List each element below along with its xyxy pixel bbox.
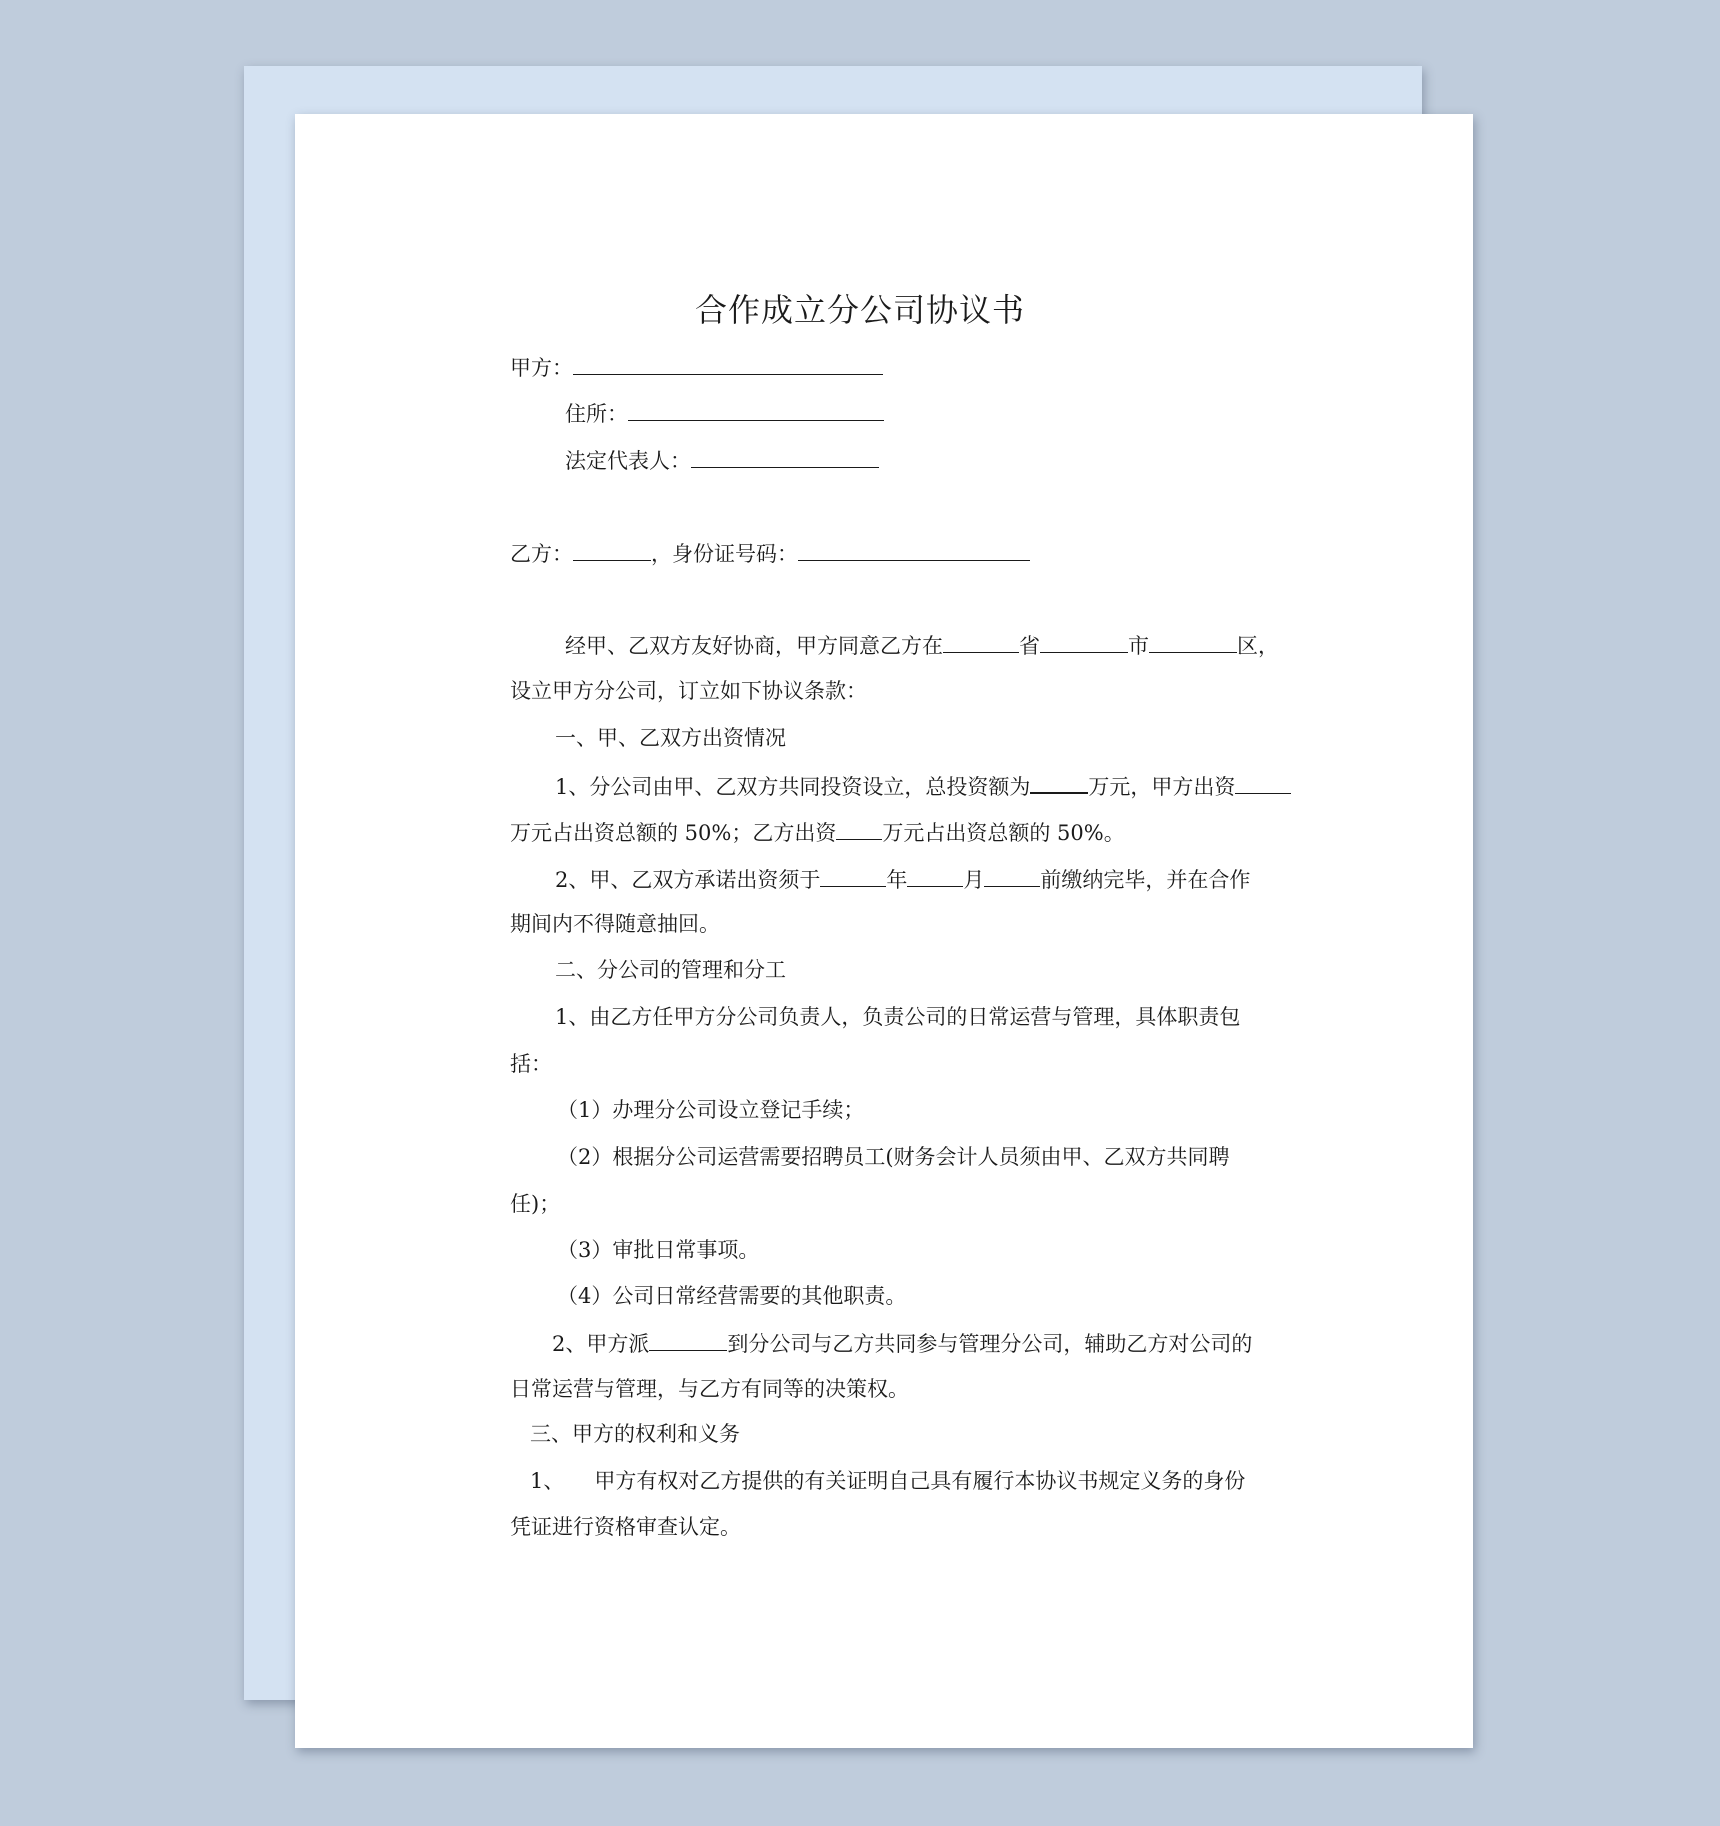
address-label: 住所： (565, 402, 628, 426)
address-line (565, 398, 884, 428)
intro-text: 经甲、乙双方友好协商，甲方同意乙方在 (565, 634, 943, 658)
delegate-blank[interactable] (649, 1328, 727, 1351)
day-blank[interactable] (984, 864, 1040, 887)
year-blank[interactable] (820, 864, 886, 887)
item-text: 甲方有权对乙方提供的有关证明自己具有履行本协议书规定义务的身份 (594, 1469, 1246, 1493)
item-number: 1、 (530, 1469, 565, 1493)
section-3-item-1 (530, 1467, 1245, 1495)
legal-rep-line (565, 445, 879, 475)
duty-2-cont: 任)； (510, 1192, 561, 1216)
item-text: 万元占出资总额的 50%。 (882, 821, 1125, 845)
section-2-item-1-cont: 括： (510, 1052, 552, 1076)
party-a-blank[interactable] (573, 352, 883, 375)
duty-3: （3）审批日常事项。 (557, 1238, 760, 1262)
party-b-label: 乙方： (510, 542, 573, 566)
party-b-investment-blank[interactable] (836, 817, 882, 840)
province-label: 省 (1019, 634, 1040, 658)
section-3-heading: 三、甲方的权利和义务 (530, 1422, 740, 1446)
total-investment-blank[interactable] (1030, 770, 1088, 794)
section-1-heading: 一、甲、乙双方出资情况 (555, 726, 786, 750)
address-blank[interactable] (628, 398, 884, 421)
id-number-blank[interactable] (798, 538, 1030, 561)
section-1-item-2-cont: 期间内不得随意抽回。 (510, 912, 720, 936)
duty-2: （2）根据分公司运营需要招聘员工(财务会计人员须由甲、乙双方共同聘 (557, 1145, 1230, 1169)
section-2-item-1: 1、由乙方任甲方分公司负责人，负责公司的日常运营与管理，具体职责包 (555, 1005, 1241, 1029)
district-label: 区， (1237, 634, 1279, 658)
intro-line-2: 设立甲方分公司，订立如下协议条款： (510, 679, 867, 703)
party-a-label: 甲方： (510, 356, 573, 380)
section-2-heading: 二、分公司的管理和分工 (555, 958, 786, 982)
month-label: 月 (963, 868, 985, 892)
id-label: ，身份证号码： (651, 542, 798, 566)
city-label: 市 (1128, 634, 1149, 658)
item-text: 2、甲方派 (552, 1332, 650, 1356)
city-blank[interactable] (1040, 630, 1128, 653)
legal-rep-label: 法定代表人： (565, 449, 691, 473)
document-page (295, 114, 1473, 1748)
item-text: 2、甲、乙双方承诺出资须于 (555, 868, 821, 892)
duty-1: （1）办理分公司设立登记手续； (557, 1098, 865, 1122)
section-3-item-1-cont: 凭证进行资格审查认定。 (510, 1515, 741, 1539)
party-a-investment-blank[interactable] (1235, 771, 1291, 794)
duty-4: （4）公司日常经营需要的其他职责。 (557, 1284, 907, 1308)
section-1-item-1-cont (510, 817, 1125, 847)
item-text: 前缴纳完毕，并在合作 (1040, 868, 1251, 892)
section-2-item-2 (552, 1328, 1252, 1358)
item-text: 万元占出资总额的 50%；乙方出资 (510, 821, 837, 845)
item-text: 万元，甲方出资 (1088, 775, 1236, 799)
district-blank[interactable] (1149, 630, 1237, 653)
section-2-item-2-cont: 日常运营与管理，与乙方有同等的决策权。 (510, 1377, 909, 1401)
item-text: 1、分公司由甲、乙双方共同投资设立，总投资额为 (555, 775, 1031, 799)
section-1-item-1 (555, 770, 1291, 801)
document-title: 合作成立分公司协议书 (694, 291, 1025, 329)
intro-line-1 (565, 630, 1279, 660)
party-b-line (510, 538, 1030, 568)
party-b-blank[interactable] (573, 538, 651, 561)
province-blank[interactable] (943, 630, 1019, 653)
legal-rep-blank[interactable] (691, 445, 879, 468)
section-1-item-2 (555, 864, 1250, 894)
item-text: 到分公司与乙方共同参与管理分公司，辅助乙方对公司的 (727, 1332, 1253, 1356)
year-label: 年 (886, 868, 908, 892)
party-a-line (510, 352, 883, 382)
month-blank[interactable] (907, 864, 963, 887)
